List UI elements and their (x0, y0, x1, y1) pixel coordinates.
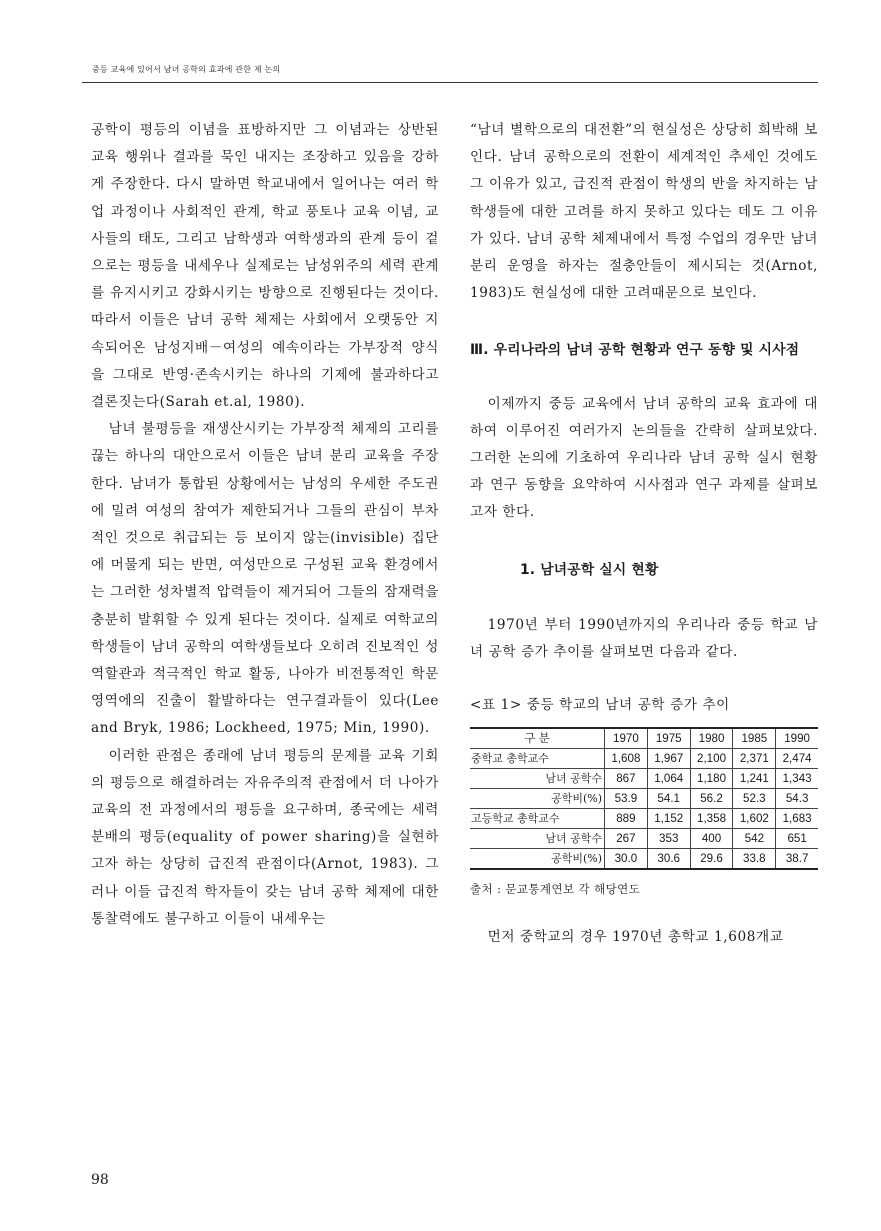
table-row (470, 829, 818, 849)
table-cell: 2,371 (733, 749, 776, 769)
table-cell: 1,152 (647, 809, 690, 829)
table-cell: 1,064 (647, 769, 690, 789)
row-label: 중학교 총학교수 (470, 749, 605, 769)
table-cell: 38.7 (776, 849, 818, 870)
row-label: 고등학교 총학교수 (470, 809, 605, 829)
header-rule (82, 82, 818, 83)
body-paragraph: 이러한 관점은 종래에 남녀 평등의 문제를 교육 기회의 평등으로 해결하려는 자유주의적 관점에서 더 나아가 교육의 전 과정에서의 평등을 요구하며, 종국에는 세력 분배의 평등(equality of power sharing)을 실현하고자 하는 상당히 급진적 관점이다(Arnot, 1983). 그러나 이들 급진적 학자들이 갖는 남녀 공학 체제에 대한 통찰력에도 불구하고 이들이 내세우는 (91, 747, 439, 927)
body-paragraph: 이제까지 중등 교육에서 남녀 공학의 교육 효과에 대하여 이루어진 여러가지 논의들을 간략히 살펴보았다. 그러한 논의에 기초하여 우리나라 남녀 공학 실시 현황과 연구 동향을 요약하여 시사점과 연구 과제를 살펴보고자 한다. (470, 395, 818, 521)
table-cell: 30.0 (605, 849, 648, 870)
table-corner-header: 구 분 (470, 728, 605, 749)
table-row (470, 809, 818, 829)
table-cell: 1,241 (733, 769, 776, 789)
table-row (470, 749, 818, 769)
table-cell: 1,180 (690, 769, 733, 789)
table-caption: <표 1> 중등 학교의 남녀 공학 증가 추이 (470, 697, 730, 714)
table-cell: 1,358 (690, 809, 733, 829)
table-cell: 1,343 (776, 769, 818, 789)
row-label: 공학비(%) (470, 789, 605, 809)
table-cell: 400 (690, 829, 733, 849)
table-cell: 267 (605, 829, 648, 849)
table-cell: 52.3 (733, 789, 776, 809)
table-cell: 1,683 (776, 809, 818, 829)
row-label: 남녀 공학수 (470, 769, 605, 789)
table-cell: 1,967 (647, 749, 690, 769)
table-source-note: 출처 : 문교통계연보 각 해당연도 (470, 882, 641, 897)
subsection-heading: 1. 남녀공학 실시 현황 (520, 561, 659, 578)
body-paragraph: “남녀 별학으로의 대전환”의 현실성은 상당히 희박해 보인다. 남녀 공학으로의 전환이 세계적인 추세인 것에도 그 이유가 있고, 급진적 관점이 학생의 반을 차지하는 남학생들에 대한 고려를 하지 못하고 있다는 데도 그 이유가 있다. 남녀 공학 체제내에서 특정 수업의 경우만 남녀 분리 운영을 하자는 절충안들이 제시되는 것(Arnot, 1983)도 현실성에 대한 고려때문으로 보인다. (470, 122, 818, 302)
body-paragraph: 먼저 중학교의 경우 1970년 총학교 1,608개교 (487, 928, 784, 945)
section-heading: Ⅲ. 우리나라의 남녀 공학 현황과 연구 동향 및 시사점 (470, 342, 800, 359)
table-cell: 353 (647, 829, 690, 849)
page-number: 98 (91, 1172, 109, 1188)
right-text-column (470, 117, 818, 951)
year-header: 1975 (647, 728, 690, 749)
left-text-column (91, 117, 439, 933)
table-cell: 542 (733, 829, 776, 849)
table-cell: 651 (776, 829, 818, 849)
row-label: 남녀 공학수 (470, 829, 605, 849)
table-row (470, 789, 818, 809)
table-row (470, 769, 818, 789)
spacer (470, 904, 818, 924)
table-header-row (470, 728, 818, 749)
table-cell: 30.6 (647, 849, 690, 870)
year-header: 1990 (776, 728, 818, 749)
running-header: 중등 교육에 있어서 남녀 공학의 효과에 관한 제 논의 (92, 65, 281, 74)
statistics-table (470, 727, 818, 870)
year-header: 1980 (690, 728, 733, 749)
table-cell: 2,100 (690, 749, 733, 769)
table-cell: 889 (605, 809, 648, 829)
table-cell: 2,474 (776, 749, 818, 769)
table-cell: 53.9 (605, 789, 648, 809)
table-cell: 867 (605, 769, 648, 789)
row-label: 공학비(%) (470, 849, 605, 870)
table-cell: 29.6 (690, 849, 733, 870)
table-cell: 33.8 (733, 849, 776, 870)
table-cell: 54.1 (647, 789, 690, 809)
table-cell: 54.3 (776, 789, 818, 809)
body-paragraph: 남녀 불평등을 재생산시키는 가부장적 체제의 고리를 끊는 하나의 대안으로서 이들은 남녀 분리 교육을 주장한다. 남녀가 통합된 상황에서는 남성의 우세한 주도권에 밀려 여성의 참여가 제한되거나 그들의 관심이 부차적인 것으로 취급되는 등 보이지 않는(invisible) 집단에 머물게 되는 반면, 여성만으로 구성된 교육 환경에서는 그러한 성차별적 압력들이 제거되어 그들의 잠재력을 충분히 발휘할 수 있게 된다는 것이다. 실제로 여학교의 학생들이 남녀 공학의 여학생들보다 오히려 진보적인 성역할관과 적극적인 학교 활동, 나아가 비전통적인 학문 영역에의 진출이 활발하다는 연구결과들이 있다(Lee and Bryk, 1986; Lockheed, 1975; Min, 1990). (91, 421, 439, 737)
table-cell: 56.2 (690, 789, 733, 809)
year-header: 1970 (605, 728, 648, 749)
body-paragraph: 1970년 부터 1990년까지의 우리나라 중등 학교 남녀 공학 증가 추이를 살펴보면 다음과 같다. (470, 616, 818, 661)
year-header: 1985 (733, 728, 776, 749)
table-cell: 1,602 (733, 809, 776, 829)
table-row (470, 849, 818, 870)
body-paragraph: 공학이 평등의 이념을 표방하지만 그 이념과는 상반된 교육 행위나 결과를 묵인 내지는 조장하고 있음을 강하게 주장한다. 다시 말하면 학교내에서 일어나는 여러 학업 과정이나 사회적인 관계, 학교 풍토나 교육 이념, 교사들의 태도, 그리고 남학생과 여학생과의 관계 등이 겉으로는 평등을 내세우나 실제로는 남성위주의 세력 관계를 유지시키고 강화시키는 방향으로 진행된다는 것이다. 따라서 이들은 남녀 공학 체제는 사회에서 오랫동안 지속되어온 남성지배－여성의 예속이라는 가부장적 양식을 그대로 반영·존속시키는 하나의 기제에 불과하다고 결론짓는다(Sarah et.al, 1980). (91, 122, 439, 411)
table-cell: 1,608 (605, 749, 648, 769)
